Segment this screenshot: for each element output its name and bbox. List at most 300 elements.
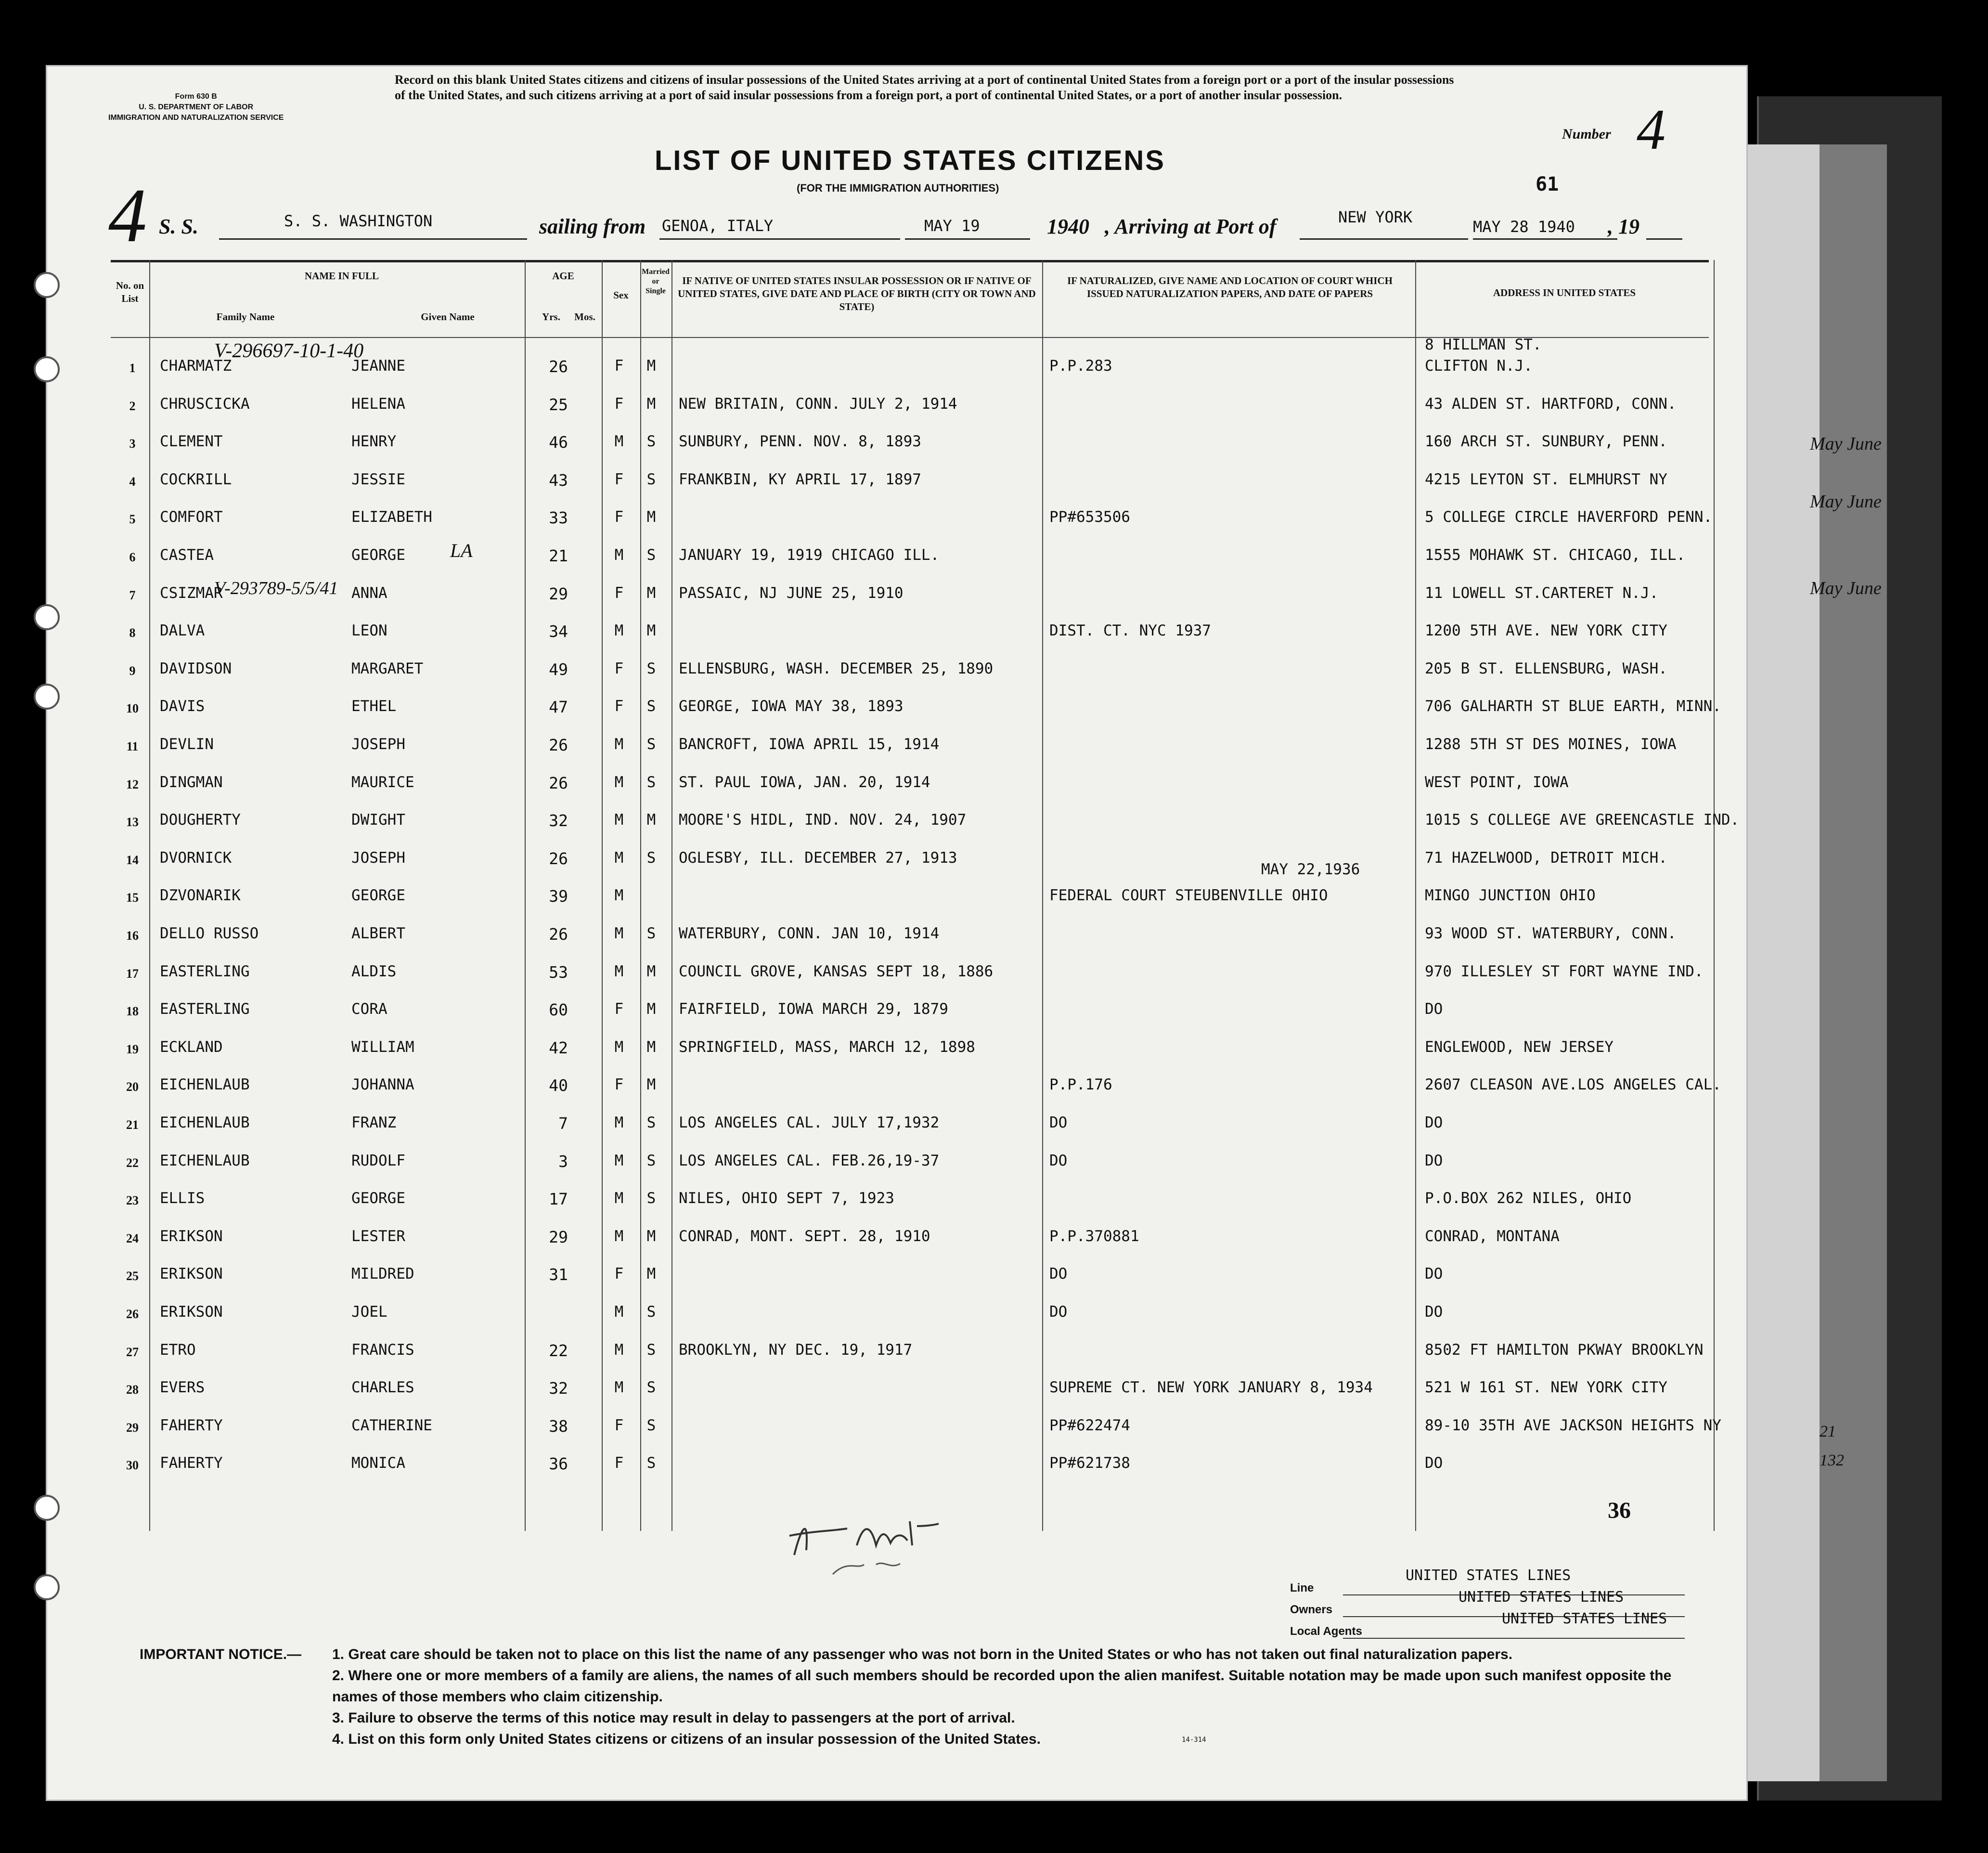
birth-info: FRANKBIN, KY APRIL 17, 1897	[679, 470, 921, 488]
given-name: MILDRED	[351, 1265, 414, 1283]
address: 970 ILLESLEY ST FORT WAYNE IND.	[1425, 962, 1704, 980]
birth-info: SUNBURY, PENN. NOV. 8, 1893	[679, 433, 921, 451]
given-name: JEANNE	[351, 357, 405, 375]
table-row	[111, 540, 1709, 577]
family-name: EICHENLAUB	[160, 1114, 250, 1131]
sex: M	[614, 887, 624, 905]
birth-info: BANCROFT, IOWA APRIL 15, 1914	[679, 736, 940, 753]
family-name: DINGMAN	[160, 773, 223, 791]
family-name: ERIKSON	[160, 1265, 223, 1283]
row-number: 6	[129, 550, 136, 564]
row-number: 5	[129, 512, 136, 527]
handwritten-stamp-row1: V-296697-10-1-40	[214, 340, 364, 362]
row-number: 1	[129, 361, 136, 375]
sex: F	[614, 1416, 624, 1434]
col-header-sex: Sex	[613, 289, 629, 301]
given-name: JOSEPH	[351, 736, 405, 753]
birth-info: CONRAD, MONT. SEPT. 28, 1910	[679, 1227, 930, 1245]
marital-status: M	[646, 357, 656, 375]
family-name: FAHERTY	[160, 1454, 223, 1472]
sail-date-underline	[905, 238, 1030, 240]
sex: M	[614, 736, 624, 753]
sex: M	[614, 811, 624, 829]
row-number: 4	[129, 474, 136, 489]
birth-info: ST. PAUL IOWA, JAN. 20, 1914	[679, 773, 930, 791]
address: MINGO JUNCTION OHIO	[1425, 887, 1596, 905]
table-row	[111, 842, 1709, 880]
naturalization-info: DIST. CT. NYC 1937	[1049, 622, 1211, 640]
number-value: 4	[1637, 97, 1665, 161]
naturalization-info: PP#653506	[1049, 508, 1130, 526]
given-name: JOEL	[351, 1303, 387, 1321]
age-years: 33	[549, 508, 568, 528]
given-name: LEON	[351, 622, 387, 640]
marital-status: S	[646, 1303, 656, 1321]
family-name: DEVLIN	[160, 736, 214, 753]
family-name: EASTERLING	[160, 962, 250, 980]
arriving-label: , Arriving at Port of	[1105, 215, 1277, 238]
row-number: 23	[126, 1193, 139, 1208]
age-years: 26	[549, 357, 568, 376]
arrival-date-underline	[1473, 238, 1617, 240]
address: DO	[1425, 1303, 1443, 1321]
col-header-naturalized: IF NATURALIZED, GIVE NAME AND LOCATION OF COURT WHICH ISSUED NATURALIZATION PAPERS, AND DATE OF PAPERS	[1067, 275, 1393, 299]
table-row	[111, 426, 1709, 464]
family-name: DELLO RUSSO	[160, 925, 259, 942]
sex: M	[614, 1341, 624, 1359]
birth-info: PASSAIC, NJ JUNE 25, 1910	[679, 584, 904, 602]
page-subtitle: (FOR THE IMMIGRATION AUTHORITIES)	[797, 182, 999, 194]
number-label: Number	[1562, 126, 1611, 142]
age-years: 26	[549, 773, 568, 792]
given-name: ALBERT	[351, 925, 405, 942]
age-years: 21	[549, 546, 568, 565]
agents-value: UNITED STATES LINES	[1502, 1610, 1667, 1627]
family-name: CHARMATZ	[160, 357, 232, 375]
age-years: 53	[549, 962, 568, 982]
naturalization-info: DO	[1049, 1152, 1068, 1169]
family-name: DAVIDSON	[160, 660, 232, 677]
owners-label: Owners	[1290, 1603, 1333, 1616]
row-number: 8	[129, 626, 136, 640]
given-name: MONICA	[351, 1454, 405, 1472]
handwritten-signature	[780, 1497, 982, 1579]
agents-label: Local Agents	[1290, 1625, 1362, 1638]
sailing-label: sailing from	[539, 215, 646, 238]
age-years: 26	[549, 925, 568, 944]
given-name: CATHERINE	[351, 1416, 432, 1434]
margin-note: May June	[1810, 492, 1882, 512]
marital-status: S	[646, 546, 656, 564]
year-underline	[1646, 238, 1682, 240]
age-years: 38	[549, 1416, 568, 1436]
address-line-1: 8 HILLMAN ST.	[1425, 336, 1542, 353]
handwritten-stamp-row7: V-293789-5/5/41	[214, 578, 338, 598]
birth-info: FAIRFIELD, IOWA MARCH 29, 1879	[679, 1000, 948, 1018]
address: 8502 FT HAMILTON PKWAY BROOKLYN	[1425, 1341, 1704, 1359]
address: 1555 MOHAWK ST. CHICAGO, ILL.	[1425, 546, 1686, 564]
arrival-port: NEW YORK	[1338, 208, 1413, 226]
given-name: DWIGHT	[351, 811, 405, 829]
marital-status: M	[646, 811, 656, 829]
table-row	[111, 1221, 1709, 1258]
naturalization-info: PP#622474	[1049, 1416, 1130, 1434]
row-number: 19	[126, 1042, 139, 1056]
year-suffix: , 19	[1608, 215, 1639, 238]
given-name: GEORGE	[351, 1190, 405, 1207]
naturalization-date: MAY 22,1936	[1261, 861, 1360, 879]
form-id-block	[108, 91, 284, 123]
family-name: CLEMENT	[160, 433, 223, 451]
given-name: CORA	[351, 1000, 387, 1018]
naturalization-info: PP#621738	[1049, 1454, 1130, 1472]
birth-info: OGLESBY, ILL. DECEMBER 27, 1913	[679, 849, 957, 867]
row-number: 21	[126, 1118, 139, 1132]
naturalization-info: P.P.283	[1049, 357, 1112, 375]
given-name: HENRY	[351, 433, 397, 451]
row-number: 26	[126, 1307, 139, 1321]
sex: F	[614, 357, 624, 375]
address: 160 ARCH ST. SUNBURY, PENN.	[1425, 433, 1667, 451]
given-name: JOHANNA	[351, 1076, 414, 1094]
sex: F	[614, 1076, 624, 1094]
row-number: 25	[126, 1269, 139, 1283]
line-value: UNITED STATES LINES	[1406, 1567, 1571, 1584]
department: U. S. DEPARTMENT OF LABOR	[139, 103, 254, 111]
sex: M	[614, 1190, 624, 1207]
row-number: 10	[126, 701, 139, 716]
family-name: CASTEA	[160, 546, 214, 564]
table-row	[111, 767, 1709, 804]
arrival-date: MAY 28 1940	[1473, 218, 1575, 236]
sex: F	[614, 508, 624, 526]
address: DO	[1425, 1152, 1443, 1169]
sex: F	[614, 395, 624, 413]
table-row	[111, 389, 1709, 426]
sex: F	[614, 584, 624, 602]
age-years: 46	[549, 433, 568, 452]
given-name: WILLIAM	[351, 1038, 414, 1056]
sail-date: MAY 19	[924, 217, 980, 235]
table-row	[111, 956, 1709, 994]
col-header-yrs: Yrs.	[542, 311, 560, 323]
row-number: 28	[126, 1383, 139, 1397]
sex: F	[614, 698, 624, 715]
family-name: CSIZMAR	[160, 584, 223, 602]
col-header-age: AGE	[552, 270, 574, 282]
table-row	[111, 1145, 1709, 1183]
family-name: ERIKSON	[160, 1227, 223, 1245]
address: DO	[1425, 1000, 1443, 1018]
given-name: FRANCIS	[351, 1341, 414, 1359]
address: 1200 5TH AVE. NEW YORK CITY	[1425, 622, 1667, 640]
sex: F	[614, 1454, 624, 1472]
col-header-birth: IF NATIVE OF UNITED STATES INSULAR POSSESSION OR IF NATIVE OF UNITED STATES, GIVE DATE AND PLACE OF BIRTH (CITY OR TOWN AND STATE)	[678, 275, 1036, 312]
ship-name: S. S. WASHINGTON	[284, 212, 433, 230]
marital-status: S	[646, 1416, 656, 1434]
address: 89-10 35TH AVE JACKSON HEIGHTS NY	[1425, 1416, 1721, 1434]
given-name: HELENA	[351, 395, 405, 413]
naturalization-info: SUPREME CT. NEW YORK JANUARY 8, 1934	[1049, 1379, 1373, 1397]
table-row	[111, 615, 1709, 653]
sex: M	[614, 962, 624, 980]
age-years: 34	[549, 622, 568, 641]
table-row	[111, 1410, 1721, 1448]
sex: F	[614, 1000, 624, 1018]
age-years: 31	[549, 1265, 568, 1284]
marital-status: M	[646, 584, 656, 602]
row-number: 29	[126, 1420, 139, 1435]
age-years: 26	[549, 849, 568, 868]
sex: M	[614, 1152, 624, 1169]
sex: M	[614, 546, 624, 564]
naturalization-info: DO	[1049, 1303, 1068, 1321]
col-header-address: ADDRESS IN UNITED STATES	[1493, 287, 1636, 298]
address: 71 HAZELWOOD, DETROIT MICH.	[1425, 849, 1667, 867]
table-row	[111, 1448, 1709, 1485]
col-header-mos: Mos.	[574, 311, 595, 323]
age-years: 7	[558, 1114, 568, 1133]
given-name: ETHEL	[351, 698, 397, 715]
birth-info: NILES, OHIO SEPT 7, 1923	[679, 1190, 894, 1207]
col-header-given: Given Name	[421, 311, 475, 323]
marital-status: S	[646, 736, 656, 753]
margin-note: May June	[1810, 434, 1882, 454]
naturalization-info: P.P.176	[1049, 1076, 1112, 1094]
birth-info: BROOKLYN, NY DEC. 19, 1917	[679, 1341, 913, 1359]
col-divider	[1714, 260, 1715, 1531]
given-name: JOSEPH	[351, 849, 405, 867]
row-number: 12	[126, 777, 139, 791]
table-row	[111, 861, 1709, 918]
sex: F	[614, 1265, 624, 1283]
age-years: 49	[549, 660, 568, 679]
notice-item: 4. List on this form only United States citizens or citizens of an insular possession of the United States.	[332, 1731, 1041, 1747]
birth-info: LOS ANGELES CAL. JULY 17,1932	[679, 1114, 940, 1131]
given-name: CHARLES	[351, 1379, 414, 1397]
sex: F	[614, 660, 624, 677]
binder-hole	[34, 272, 60, 298]
sex: M	[614, 1227, 624, 1245]
address: 11 LOWELL ST.CARTERET N.J.	[1425, 584, 1659, 602]
marital-status: S	[646, 1341, 656, 1359]
sail-year: 1940	[1047, 215, 1089, 238]
address: 93 WOOD ST. WATERBURY, CONN.	[1425, 925, 1677, 942]
marital-status: S	[646, 433, 656, 451]
family-name: CHRUSCICKA	[160, 395, 250, 413]
address: 1015 S COLLEGE AVE GREENCASTLE IND.	[1425, 811, 1740, 829]
marital-status: S	[646, 1152, 656, 1169]
table-row	[111, 729, 1709, 766]
marital-status: M	[646, 1227, 656, 1245]
col-header-name: NAME IN FULL	[304, 270, 379, 282]
marital-status: M	[646, 962, 656, 980]
marital-status: M	[646, 508, 656, 526]
age-years: 47	[549, 698, 568, 717]
family-name: COMFORT	[160, 508, 223, 526]
notice-item: 1. Great care should be taken not to place on this list the name of any passenger who was not born in the United States or who has not taken out final naturalization papers.	[332, 1646, 1513, 1662]
binder-hole	[34, 604, 60, 630]
family-name: COCKRILL	[160, 470, 232, 488]
table-row	[111, 918, 1709, 956]
handwritten-note-row6: LA	[450, 540, 473, 561]
address: 205 B ST. ELLENSBURG, WASH.	[1425, 660, 1667, 677]
family-name: ETRO	[160, 1341, 196, 1359]
family-name: DAVIS	[160, 698, 205, 715]
page-count: 36	[1608, 1498, 1631, 1523]
age-years: 32	[549, 1379, 568, 1398]
row-number: 27	[126, 1345, 139, 1359]
owners-value: UNITED STATES LINES	[1459, 1589, 1624, 1606]
sex: M	[614, 433, 624, 451]
page-number: 61	[1536, 173, 1559, 195]
family-name: ERIKSON	[160, 1303, 223, 1321]
table-row	[111, 1258, 1709, 1296]
marital-status: M	[646, 622, 656, 640]
page-title: LIST OF UNITED STATES CITIZENS	[655, 145, 1165, 176]
family-name: DALVA	[160, 622, 205, 640]
given-name: FRANZ	[351, 1114, 397, 1131]
notice-item: 2. Where one or more members of a family are aliens, the names of all such members should be recorded upon the alien manifest. Suitable notation may be made upon such manifest opposite the names of those members who claim citizenship.	[332, 1668, 1672, 1705]
margin-note: 21	[1820, 1423, 1836, 1440]
row-number: 7	[129, 588, 136, 602]
address: DO	[1425, 1114, 1443, 1131]
age-years: 43	[549, 470, 568, 490]
given-name: ALDIS	[351, 962, 397, 980]
sex: M	[614, 925, 624, 942]
family-name: DOUGHERTY	[160, 811, 241, 829]
birth-info: SPRINGFIELD, MASS, MARCH 12, 1898	[679, 1038, 975, 1056]
handwritten-page-number: 4	[108, 172, 147, 258]
age-years: 22	[549, 1341, 568, 1360]
family-name: EICHENLAUB	[160, 1076, 250, 1094]
binder-hole	[34, 684, 60, 710]
sex: M	[614, 1038, 624, 1056]
table-row	[111, 1296, 1709, 1334]
form-number: Form 630 B	[175, 92, 217, 101]
marital-status: S	[646, 925, 656, 942]
service: IMMIGRATION AND NATURALIZATION SERVICE	[108, 114, 284, 122]
table-row	[111, 1069, 1721, 1107]
given-name: ELIZABETH	[351, 508, 432, 526]
sex: M	[614, 1379, 624, 1397]
marital-status: S	[646, 660, 656, 677]
agents-underline	[1343, 1638, 1685, 1639]
row-number: 11	[126, 739, 139, 753]
age-years: 25	[549, 395, 568, 414]
table-row	[111, 1032, 1709, 1069]
birth-info: MOORE'S HIDL, IND. NOV. 24, 1907	[679, 811, 967, 829]
row-number: 20	[126, 1080, 139, 1094]
sex: M	[614, 849, 624, 867]
naturalization-info: DO	[1049, 1114, 1068, 1131]
address: 521 W 161 ST. NEW YORK CITY	[1425, 1379, 1667, 1397]
age-years: 60	[549, 1000, 568, 1020]
marital-status: M	[646, 1000, 656, 1018]
arrival-underline	[1300, 238, 1468, 240]
family-name: EASTERLING	[160, 1000, 250, 1018]
given-name: MARGARET	[351, 660, 424, 677]
family-name: ECKLAND	[160, 1038, 223, 1056]
address: CONRAD, MONTANA	[1425, 1227, 1560, 1245]
marital-status: S	[646, 470, 656, 488]
age-years: 26	[549, 736, 568, 754]
naturalization-info: P.P.370881	[1049, 1227, 1139, 1245]
address: WEST POINT, IOWA	[1425, 773, 1569, 791]
row-number: 17	[126, 966, 139, 981]
row-number: 22	[126, 1155, 139, 1170]
sex: M	[614, 1303, 624, 1321]
marital-status: M	[646, 1038, 656, 1056]
binder-hole	[34, 1574, 60, 1600]
age-years: 17	[549, 1190, 568, 1209]
sex: M	[614, 622, 624, 640]
row-number: 9	[129, 663, 136, 678]
table-row	[111, 994, 1709, 1031]
row-number: 3	[129, 437, 136, 451]
marital-status: S	[646, 773, 656, 791]
family-name: DZVONARIK	[160, 887, 241, 905]
table-row	[111, 1335, 1709, 1372]
col-header-family: Family Name	[216, 311, 275, 323]
naturalization-info: DO	[1049, 1265, 1068, 1283]
table-row	[111, 804, 1740, 842]
table-row	[111, 502, 1713, 539]
margin-note: May June	[1810, 578, 1882, 598]
margin-note: 132	[1820, 1451, 1844, 1469]
family-name: FAHERTY	[160, 1416, 223, 1434]
notice-item: 3. Failure to observe the terms of this notice may result in delay to passengers at the port of arrival.	[332, 1710, 1015, 1726]
age-years: 39	[549, 887, 568, 906]
departure-underline	[659, 238, 900, 240]
age-years: 40	[549, 1076, 568, 1095]
table-row	[111, 1372, 1709, 1410]
row-number: 16	[126, 929, 139, 943]
address: 5 COLLEGE CIRCLE HAVERFORD PENN.	[1425, 508, 1713, 526]
col-header-no: No. on List	[116, 280, 144, 304]
marital-status: S	[646, 849, 656, 867]
sex: F	[614, 470, 624, 488]
address: CLIFTON N.J.	[1425, 357, 1533, 375]
given-name: GEORGE	[351, 546, 405, 564]
family-name: DVORNICK	[160, 849, 232, 867]
row-number: 18	[126, 1004, 139, 1019]
form-code: 14-314	[1182, 1736, 1206, 1744]
table-row	[111, 1183, 1709, 1220]
marital-status: M	[646, 395, 656, 413]
address: DO	[1425, 1454, 1443, 1472]
marital-status: S	[646, 1114, 656, 1131]
address: 4215 LEYTON ST. ELMHURST NY	[1425, 470, 1667, 488]
birth-info: JANUARY 19, 1919 CHICAGO ILL.	[679, 546, 940, 564]
table-row	[111, 1107, 1709, 1145]
marital-status: S	[646, 1454, 656, 1472]
ship-underline	[219, 238, 527, 240]
address: ENGLEWOOD, NEW JERSEY	[1425, 1038, 1614, 1056]
birth-info: NEW BRITAIN, CONN. JULY 2, 1914	[679, 395, 957, 413]
marital-status: M	[646, 1076, 656, 1094]
table-row	[111, 691, 1721, 728]
row-number: 24	[126, 1231, 139, 1245]
given-name: ANNA	[351, 584, 387, 602]
birth-info: WATERBURY, CONN. JAN 10, 1914	[679, 925, 940, 942]
age-years: 36	[549, 1454, 568, 1474]
family-name: ELLIS	[160, 1190, 205, 1207]
age-years: 32	[549, 811, 568, 830]
address: 1288 5TH ST DES MOINES, IOWA	[1425, 736, 1677, 753]
row-number: 30	[126, 1458, 139, 1473]
age-years: 3	[558, 1152, 568, 1171]
